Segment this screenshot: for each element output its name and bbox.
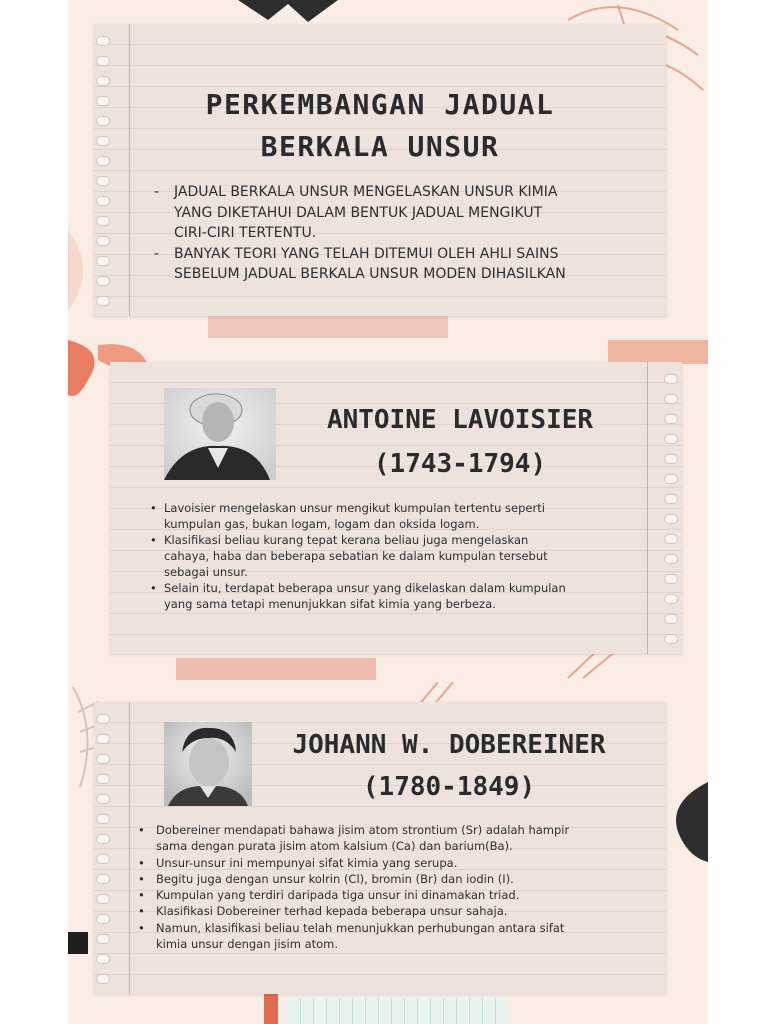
binder-ring: [664, 454, 678, 464]
binder-ring: [664, 594, 678, 604]
scientist-heading: [284, 724, 614, 808]
list-item-line: kimia unsur dengan jisim atom.: [156, 937, 339, 952]
binder-ring: [664, 574, 678, 584]
title-line-1: PERKEMBANGAN JADUAL: [205, 88, 555, 121]
list-item-line: Selain itu, terdapat beberapa unsur yang dikelaskan dalam kumpulan: [164, 581, 566, 595]
bullet-marker: •: [138, 855, 145, 870]
note-card-3: [94, 702, 666, 994]
list-item-line: SEBELUM JADUAL BERKALA UNSUR MODEN DIHASILKAN: [174, 266, 566, 282]
binder-ring: [96, 236, 110, 246]
list-item: [154, 182, 654, 244]
bullet-marker: •: [150, 581, 157, 595]
list-item-line: kumpulan gas, bukan logam, logam dan oksida logam.: [164, 517, 480, 531]
binder-ring: [664, 394, 678, 404]
scientist-years: (1743-1794): [373, 449, 547, 479]
dash-marker: -: [154, 184, 160, 200]
bullet-marker: •: [138, 920, 145, 935]
dash-marker: -: [154, 245, 160, 262]
list-item-line: sama dengan purata jisim atom kalsium (Ca) dan barium(Ba).: [156, 839, 513, 854]
list-item-line: YANG DIKETAHUI DALAM BENTUK JADUAL MENGIKUT: [174, 204, 543, 221]
title-line-2: BERKALA UNSUR: [260, 130, 500, 163]
binder-rings-left: [96, 712, 110, 984]
bullet-marker: •: [138, 871, 145, 886]
scientist-years: (1780-1849): [362, 772, 536, 802]
binder-ring: [96, 276, 110, 286]
bullet-marker: •: [138, 888, 145, 903]
list-item-line: sebagai unsur.: [164, 565, 248, 579]
dobereiner-bullet-list: [138, 822, 648, 952]
binder-ring: [664, 474, 678, 484]
list-item-line: Klasifikasi beliau kurang tepat kerana beliau juga mengelaskan: [164, 533, 529, 547]
list-item-line: CIRI-CIRI TERTENTU.: [174, 225, 317, 241]
list-item-line: Kumpulan yang terdiri daripada tiga unsur ini dinamakan triad.: [156, 888, 520, 903]
margin-line: [129, 702, 130, 994]
binder-ring: [96, 934, 110, 944]
binder-ring: [96, 734, 110, 744]
binder-rings-right: [664, 372, 678, 644]
list-item: [154, 244, 654, 285]
intro-bullet-list: [154, 182, 654, 285]
list-item-line: Dobereiner mendapati bahawa jisim atom strontium (Sr) adalah hampir: [156, 823, 570, 837]
binder-ring: [96, 196, 110, 206]
bullet-marker: •: [150, 533, 157, 547]
binder-ring: [96, 256, 110, 266]
list-item: [138, 822, 648, 855]
binder-ring: [96, 914, 110, 924]
binder-ring: [664, 414, 678, 424]
note-card-1: [94, 24, 666, 316]
binder-ring: [664, 514, 678, 524]
bullet-marker: •: [150, 501, 157, 515]
binder-ring: [664, 374, 678, 384]
binder-ring: [96, 754, 110, 764]
pink-tape-decoration-bottom: [176, 658, 376, 680]
binder-ring: [96, 56, 110, 66]
binder-ring: [96, 296, 110, 306]
list-item-line: cahaya, haba dan beberapa sebatian ke dalam kumpulan tersebut: [164, 549, 548, 563]
binder-ring: [96, 176, 110, 186]
binder-ring: [96, 834, 110, 844]
list-item: [138, 855, 648, 871]
list-item-line: JADUAL BERKALA UNSUR MENGELASKAN UNSUR KIMIA: [174, 184, 558, 200]
binder-ring: [96, 774, 110, 784]
list-item: [150, 532, 650, 580]
binder-ring: [96, 814, 110, 824]
binder-ring: [664, 494, 678, 504]
list-item-line: Unsur-unsur ini mempunyai sifat kimia yang serupa.: [156, 855, 458, 870]
list-item: [138, 903, 648, 919]
page-title: [94, 84, 666, 168]
binder-ring: [96, 874, 110, 884]
list-item: [150, 580, 650, 612]
list-item-line: Lavoisier mengelaskan unsur mengikut kumpulan tertentu seperti: [164, 501, 545, 515]
coral-strip-decoration: [264, 994, 278, 1024]
scientist-name: JOHANN W. DOBEREINER: [292, 730, 606, 760]
binder-ring: [96, 854, 110, 864]
list-item: [138, 871, 648, 887]
binder-ring: [664, 434, 678, 444]
black-tab-decoration: [68, 932, 88, 954]
mint-grid-decoration: [288, 998, 508, 1024]
peach-tape-decoration: [608, 340, 708, 364]
list-item: [138, 920, 648, 953]
bullet-marker: •: [138, 904, 145, 919]
binder-ring: [664, 614, 678, 624]
list-item: [150, 500, 650, 532]
binder-ring: [96, 974, 110, 984]
list-item-line: Klasifikasi Dobereiner terhad kepada beberapa unsur sahaja.: [156, 904, 508, 919]
lavoisier-bullet-list: [150, 500, 650, 612]
binder-ring: [664, 634, 678, 644]
bullet-marker: •: [138, 823, 145, 837]
list-item-line: BANYAK TEORI YANG TELAH DITEMUI OLEH AHLI SAINS: [174, 245, 559, 262]
binder-ring: [664, 554, 678, 564]
binder-ring: [664, 534, 678, 544]
margin-line: [129, 24, 130, 316]
binder-ring: [96, 894, 110, 904]
binder-ring: [96, 36, 110, 46]
list-item-line: Namun, klasifikasi beliau telah menunjukkan perhubungan antara sifat: [156, 920, 565, 935]
dobereiner-portrait: [164, 722, 252, 806]
lavoisier-portrait: [164, 388, 276, 480]
list-item-line: Begitu juga dengan unsur kolrin (Cl), bromin (Br) dan iodin (I).: [156, 871, 514, 886]
binder-ring: [96, 794, 110, 804]
note-card-2: [110, 362, 682, 654]
scientist-name: ANTOINE LAVOISIER: [326, 405, 594, 435]
binder-rings-left: [96, 34, 110, 306]
binder-ring: [96, 216, 110, 226]
scientist-heading: [310, 398, 610, 486]
dark-leaf-decoration: [668, 782, 708, 862]
binder-ring: [96, 954, 110, 964]
list-item: [138, 887, 648, 903]
binder-ring: [96, 714, 110, 724]
list-item-line: yang sama tetapi menunjukkan sifat kimia yang berbeza.: [164, 597, 496, 611]
